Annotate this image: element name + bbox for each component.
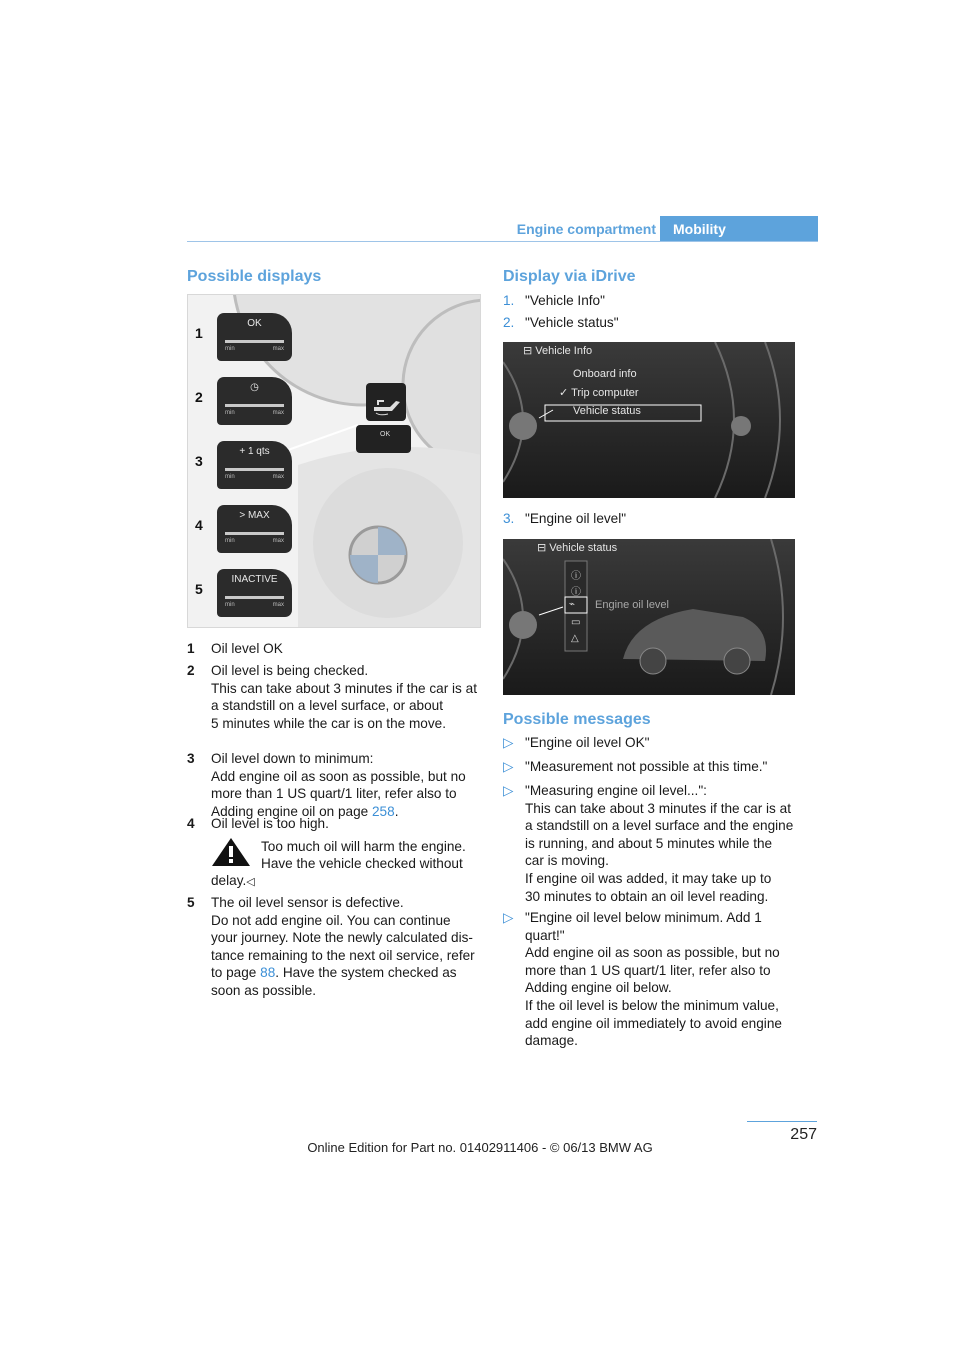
item-1-number: 1 xyxy=(187,641,195,656)
check-icon: ✓ xyxy=(559,387,569,399)
display-number-4: 4 xyxy=(195,517,203,533)
item-line: The oil level sensor is defective. xyxy=(211,895,404,910)
item-line: Oil level is too high. xyxy=(211,816,329,831)
screen1-menu-item-2: Vehicle status xyxy=(573,405,641,417)
max-label: max xyxy=(272,346,284,352)
oil-level-display-2 xyxy=(217,377,292,425)
message-line: "Measuring engine oil level...": xyxy=(525,783,707,798)
possible-displays-heading: Possible displays xyxy=(187,268,322,285)
end-mark: ◁ xyxy=(246,876,255,888)
step-2-number: 2. xyxy=(503,315,515,330)
page-link-88[interactable]: 88 xyxy=(260,965,276,981)
display-number-2: 2 xyxy=(195,389,203,405)
message-line: is running, and about 5 minutes while the xyxy=(525,835,773,851)
item-line: more than 1 US quart/1 liter, refer also to xyxy=(211,786,457,802)
item-line: Add engine oil as soon as possible, but no xyxy=(211,768,466,784)
message-line: This can take about 3 minutes if the car is at xyxy=(525,800,791,816)
item-line: Do not add engine oil. You can continue xyxy=(211,912,451,928)
display-number-5: 5 xyxy=(195,581,203,597)
oil-can-warning-icon xyxy=(366,383,406,421)
display-number-3: 3 xyxy=(195,453,203,469)
triangle-icon: △ xyxy=(571,633,579,644)
item-line: Oil level is being checked. xyxy=(211,663,369,678)
item-5-number: 5 xyxy=(187,895,195,910)
item-1-text xyxy=(211,640,483,658)
item-2-text xyxy=(211,662,483,732)
page-link-258[interactable]: 258 xyxy=(372,803,395,819)
message-line: "Measurement not possible at this time." xyxy=(525,759,768,774)
item-5-text xyxy=(211,894,483,1000)
message-1 xyxy=(525,734,800,752)
item-line: a standstill on a level surface, or about xyxy=(211,698,443,714)
oil-level-display-3 xyxy=(217,441,292,489)
item-3-text xyxy=(211,750,483,820)
header-rule xyxy=(187,241,818,242)
message-line: a standstill on a level surface and the engine xyxy=(525,818,794,834)
cluster-oil-display: OK xyxy=(356,425,411,453)
bullet-marker: ▷ xyxy=(503,910,514,925)
step-3-number: 3. xyxy=(503,511,515,526)
message-line: add engine oil immediately to avoid engine xyxy=(525,1015,782,1031)
step-2-text: "Vehicle status" xyxy=(525,315,619,330)
item-line: Oil level OK xyxy=(211,641,283,656)
max-label: max xyxy=(272,602,284,608)
min-label: min xyxy=(225,538,235,544)
message-3 xyxy=(525,782,800,905)
warning-line-1: Too much oil will harm the engine. xyxy=(261,839,466,854)
item-4-number: 4 xyxy=(187,816,195,831)
screen1-menu-item-0: Onboard info xyxy=(573,368,637,380)
message-2 xyxy=(525,758,800,776)
item-line: your journey. Note the newly calculated dis- xyxy=(211,930,473,946)
max-label: max xyxy=(272,538,284,544)
display-via-idrive-heading: Display via iDrive xyxy=(503,268,636,285)
item-line: tance remaining to the next oil service, refer xyxy=(211,947,475,963)
oil-level-display-5 xyxy=(217,569,292,617)
page-number-rule xyxy=(747,1121,817,1122)
item-line: Oil level down to minimum: xyxy=(211,751,374,766)
min-label: min xyxy=(225,474,235,480)
min-label: min xyxy=(225,602,235,608)
max-label: max xyxy=(272,410,284,416)
item-2-number: 2 xyxy=(187,663,195,678)
bullet-marker: ▷ xyxy=(503,783,514,798)
display-text: OK xyxy=(247,318,262,329)
message-line: damage. xyxy=(525,1033,578,1049)
screen1-menu-item-1: ✓ Trip computer xyxy=(559,387,639,399)
message-line: "Engine oil level below minimum. Add 1 xyxy=(525,910,762,925)
level-bar xyxy=(225,340,284,343)
message-line: If the oil level is below the minimum value, xyxy=(525,997,779,1013)
bullet-marker: ▷ xyxy=(503,759,514,774)
message-line: more than 1 US quart/1 liter, refer also to xyxy=(525,962,771,978)
idrive-vehicle-status-screen xyxy=(503,539,795,695)
item-line: soon as possible. xyxy=(211,982,317,998)
footer-edition-text: Online Edition for Part no. 01402911406 - © 06/13 BMW AG xyxy=(307,1140,653,1155)
display-number-1: 1 xyxy=(195,325,203,341)
step-1-text: "Vehicle Info" xyxy=(525,293,605,308)
status-icon-tire: ⓘ xyxy=(571,587,581,598)
possible-messages-heading: Possible messages xyxy=(503,711,651,728)
message-line: quart!" xyxy=(525,927,565,943)
warning-line-3: delay.◁ xyxy=(211,873,255,888)
oil-level-displays-figure xyxy=(187,294,481,628)
item-line: 5 minutes while the car is on the move. xyxy=(211,715,446,731)
step-3-text: "Engine oil level" xyxy=(525,511,627,526)
oil-level-display-1 xyxy=(217,313,292,361)
warning-line-2: Have the vehicle checked without xyxy=(261,856,463,871)
oil-can-icon: ⌁ xyxy=(569,599,576,610)
message-line: car is moving. xyxy=(525,853,609,869)
max-label: max xyxy=(272,474,284,480)
level-bar xyxy=(225,532,284,535)
display-text: INACTIVE xyxy=(231,574,278,585)
idrive-vehicle-info-screen xyxy=(503,342,795,498)
item-line: to page 88. Have the system checked as xyxy=(211,965,457,981)
level-bar xyxy=(225,468,284,471)
message-line: "Engine oil level OK" xyxy=(525,735,650,750)
header-chapter-tab: Mobility xyxy=(660,216,818,242)
header-section-title: Engine compartment xyxy=(516,221,656,237)
display-text: ◷ xyxy=(250,382,259,393)
message-line: Adding engine oil below. xyxy=(525,980,672,996)
screen1-title: ⊟ Vehicle Info xyxy=(523,345,593,357)
level-bar xyxy=(225,404,284,407)
bullet-marker: ▷ xyxy=(503,735,514,750)
step-1-number: 1. xyxy=(503,293,515,308)
screen2-engine-oil-label: Engine oil level xyxy=(595,599,669,611)
item-line: This can take about 3 minutes if the car is at xyxy=(211,680,477,696)
display-text: > MAX xyxy=(239,510,270,521)
message-line: 30 minutes to obtain an oil level reading. xyxy=(525,888,769,904)
min-label: min xyxy=(225,410,235,416)
min-label: min xyxy=(225,346,235,352)
status-icon-warning: ⓘ xyxy=(571,571,581,582)
warning-triangle-icon xyxy=(211,837,251,872)
message-line: If engine oil was added, it may take up to xyxy=(525,870,772,886)
display-text: + 1 qts xyxy=(239,446,270,457)
message-4 xyxy=(525,909,800,1050)
car-icon: ▭ xyxy=(571,617,581,628)
page-number: 257 xyxy=(790,1126,817,1143)
message-line: Add engine oil as soon as possible, but no xyxy=(525,945,780,961)
oil-level-display-4 xyxy=(217,505,292,553)
item-3-number: 3 xyxy=(187,751,195,766)
item-line: Adding engine oil on page 258. xyxy=(211,803,399,819)
screen2-title: ⊟ Vehicle status xyxy=(537,542,618,554)
item-4-text xyxy=(211,815,483,833)
level-bar xyxy=(225,596,284,599)
